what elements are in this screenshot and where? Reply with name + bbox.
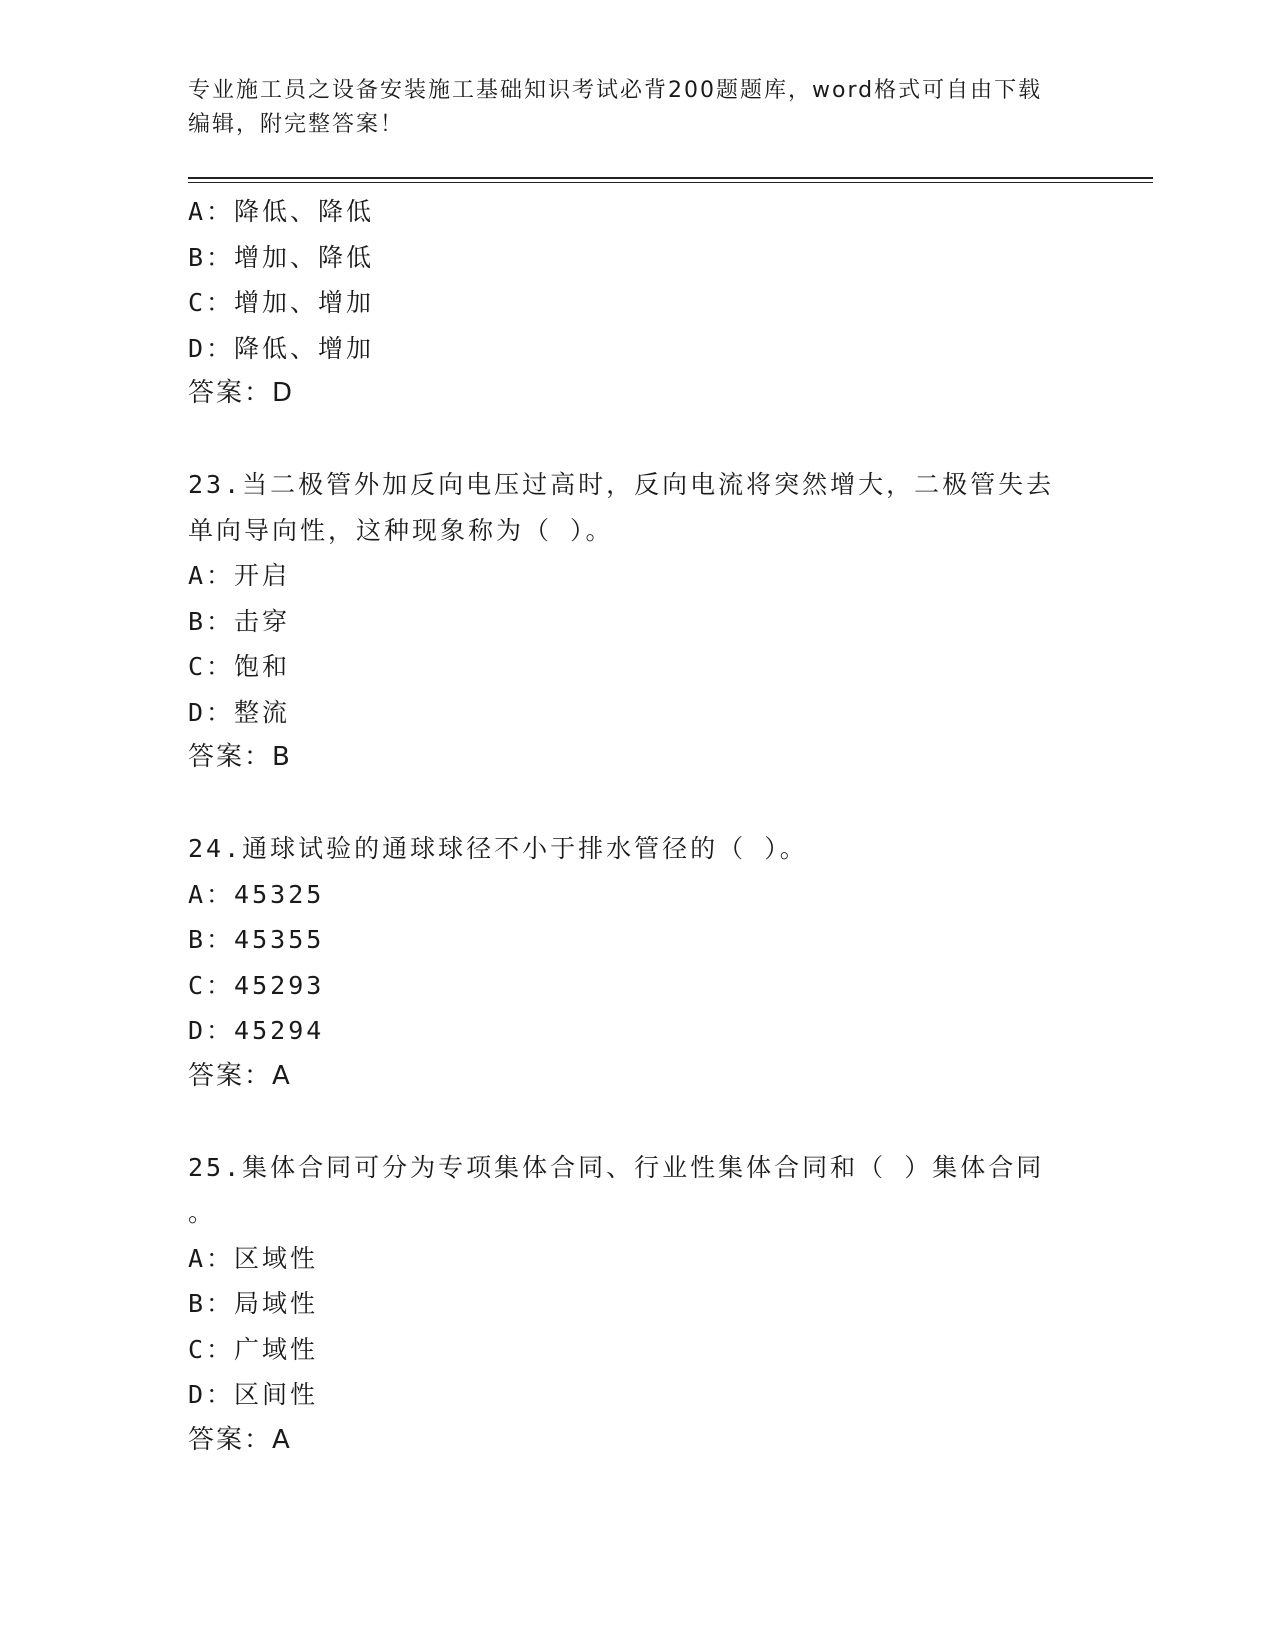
stem-line: 23.当二极管外加反向电压过高时，反向电流将突然增大，二极管失去 <box>188 470 1055 499</box>
option-c: C：45293 <box>188 970 325 1000</box>
stem-line: 24.通球试验的通球球径不小于排水管径的（ ）。 <box>188 834 808 863</box>
option-a: A：开启 <box>188 561 291 590</box>
option-c: C：饱和 <box>188 652 291 681</box>
question-stem <box>188 826 1088 872</box>
option-b: B：局域性 <box>188 1289 319 1318</box>
answer-line: 答案：A <box>188 1424 292 1455</box>
option-d: D：降低、增加 <box>188 333 375 363</box>
question-22-continued <box>188 189 1088 417</box>
document-header <box>188 74 1088 142</box>
question-stem <box>188 1145 1088 1236</box>
option-a: A：45325 <box>188 879 325 909</box>
question-stem <box>188 462 1088 553</box>
question-24 <box>188 826 1088 1099</box>
option-c: C：广域性 <box>188 1334 319 1364</box>
option-b: B：击穿 <box>188 606 291 636</box>
option-a: A：区域性 <box>188 1243 319 1273</box>
header-line-2: 编辑，附完整答案！ <box>188 112 405 137</box>
stem-line: 单向导向性，这种现象称为（ ）。 <box>188 515 614 545</box>
answer-line: 答案：A <box>188 1060 292 1091</box>
stem-line: 。 <box>188 1198 217 1227</box>
answer-line: 答案：D <box>188 378 295 408</box>
option-d: D：整流 <box>188 697 291 727</box>
option-b: B：45355 <box>188 925 325 954</box>
option-b: B：增加、降低 <box>188 242 375 272</box>
option-a: A：降低、降低 <box>188 197 375 226</box>
header-divider-thin <box>188 182 1153 183</box>
header-divider-thick <box>188 177 1153 179</box>
header-line-1: 专业施工员之设备安装施工基础知识考试必背200题题库，word格式可自由下载 <box>188 78 1043 103</box>
answer-line: 答案：B <box>188 742 292 772</box>
option-d: D：45294 <box>188 1016 325 1045</box>
option-d: D：区间性 <box>188 1380 319 1409</box>
stem-line: 25.集体合同可分为专项集体合同、行业性集体合同和（ ）集体合同 <box>188 1152 1045 1182</box>
question-23 <box>188 462 1088 781</box>
option-c: C：增加、增加 <box>188 288 375 317</box>
question-list <box>188 189 1088 1463</box>
question-25 <box>188 1145 1088 1464</box>
